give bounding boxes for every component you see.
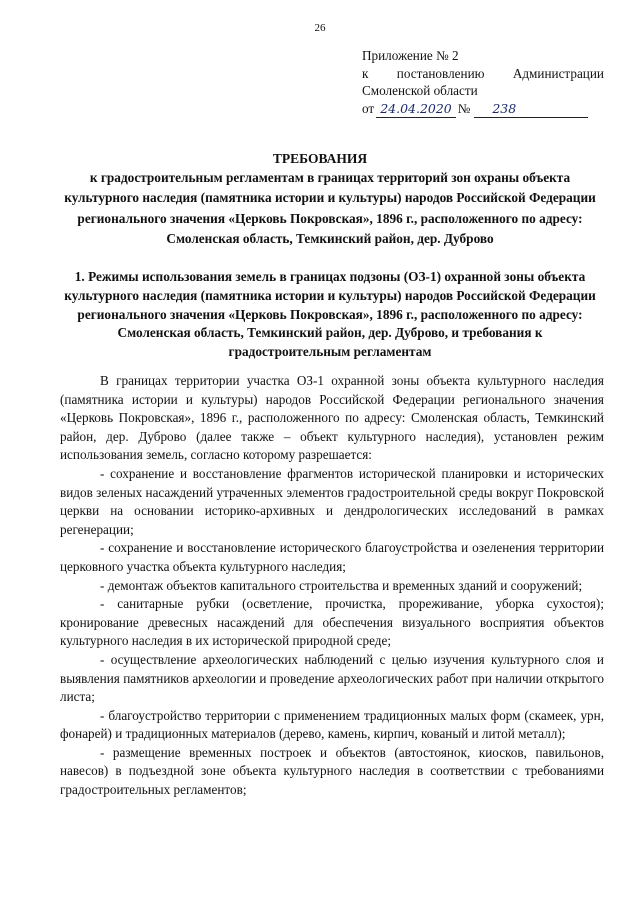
list-item: - сохранение и восстановление исторического благоустройства и озеленения территории церковного участка объекта культурного наследия; xyxy=(60,540,604,574)
section-heading: 1. Режимы использования земель в границах подзоны (ОЗ-1) охранной зоны объекта культурного наследия (памятника истории и культуры) народов Российской Федерации регионального значения «Церковь Покровская», 1896 г., расположенного по адресу: Смоленская область, Темкинский район, дер. Дуброво, и требования к градостроительным регламентам xyxy=(64,269,596,360)
list-item: - благоустройство территории с применением традиционных малых форм (скамеек, урн, фонарей) и традиционных материалов (дерево, камень, кирпич, кованый и литой металл); xyxy=(60,707,604,742)
number-prefix: № xyxy=(457,100,471,116)
handwritten-date: 24.04.2020 xyxy=(376,100,456,119)
appendix-title: Приложение № 2 xyxy=(362,48,459,63)
appendix-resolution-line xyxy=(362,65,604,83)
list-item: - осуществление археологических наблюдений с целью изучения культурного слоя и выявления памятников археологии и проведение археологических работ при наличии открытого листа; xyxy=(60,651,604,705)
appendix-date-line xyxy=(362,100,604,119)
date-prefix: от xyxy=(362,100,375,116)
document-body xyxy=(60,372,604,800)
page-number: 26 xyxy=(314,22,326,34)
handwritten-number: 238 xyxy=(474,100,588,119)
list-item: - санитарные рубки (осветление, прочистка, прореживание, уборка сухостоя); кронирование древесных насаждений для обеспечения визуального восприятия объектов культурного наследия в их исторической природной среде; xyxy=(60,596,604,649)
appendix-header xyxy=(362,47,604,118)
list-item: - размещение временных построек и объектов (автостоянок, киосков, павильонов, навесов) в подъездной зоне объекта культурного наследия в соответствии с требованиями градостроительных регламентов; xyxy=(60,744,604,798)
intro-paragraph: В границах территории участка ОЗ-1 охранной зоны объекта культурного наследия (памятника истории и культуры) народов Российской Федерации регионального значения «Церковь Покровская», 1896 г., расположенного по адресу: Смоленская область, Темкинский район, дер. Дуброво (далее также – объект культурного наследия), установлен режим использования земель, согласно которому разрешается: xyxy=(60,373,604,463)
appendix-word-resolution: постановлению xyxy=(396,65,485,81)
list-item: - демонтаж объектов капитального строительства и временных зданий и сооружений; xyxy=(100,577,583,593)
appendix-word-administration: Администрации xyxy=(512,65,604,81)
document-subtitle: к градостроительным регламентам в границах территорий зон охраны объекта культурного наследия (памятника истории и культуры) народов Российской Федерации регионального значения «Церковь Покровская», 1896 г., расположенного по адресу: Смоленская область, Темкинский район, дер. Дуброво xyxy=(64,170,596,247)
appendix-word-k: к xyxy=(362,65,369,81)
document-title: ТРЕБОВАНИЯ xyxy=(272,151,368,166)
appendix-region: Смоленской области xyxy=(362,83,478,98)
list-item: - сохранение и восстановление фрагментов исторической планировки и исторических видов зеленых насаждений утраченных элементов градостроительной среды вокруг Покровской церкви на основании историко-архивных и дендрологических исследований в рамках регенерации; xyxy=(60,465,604,537)
